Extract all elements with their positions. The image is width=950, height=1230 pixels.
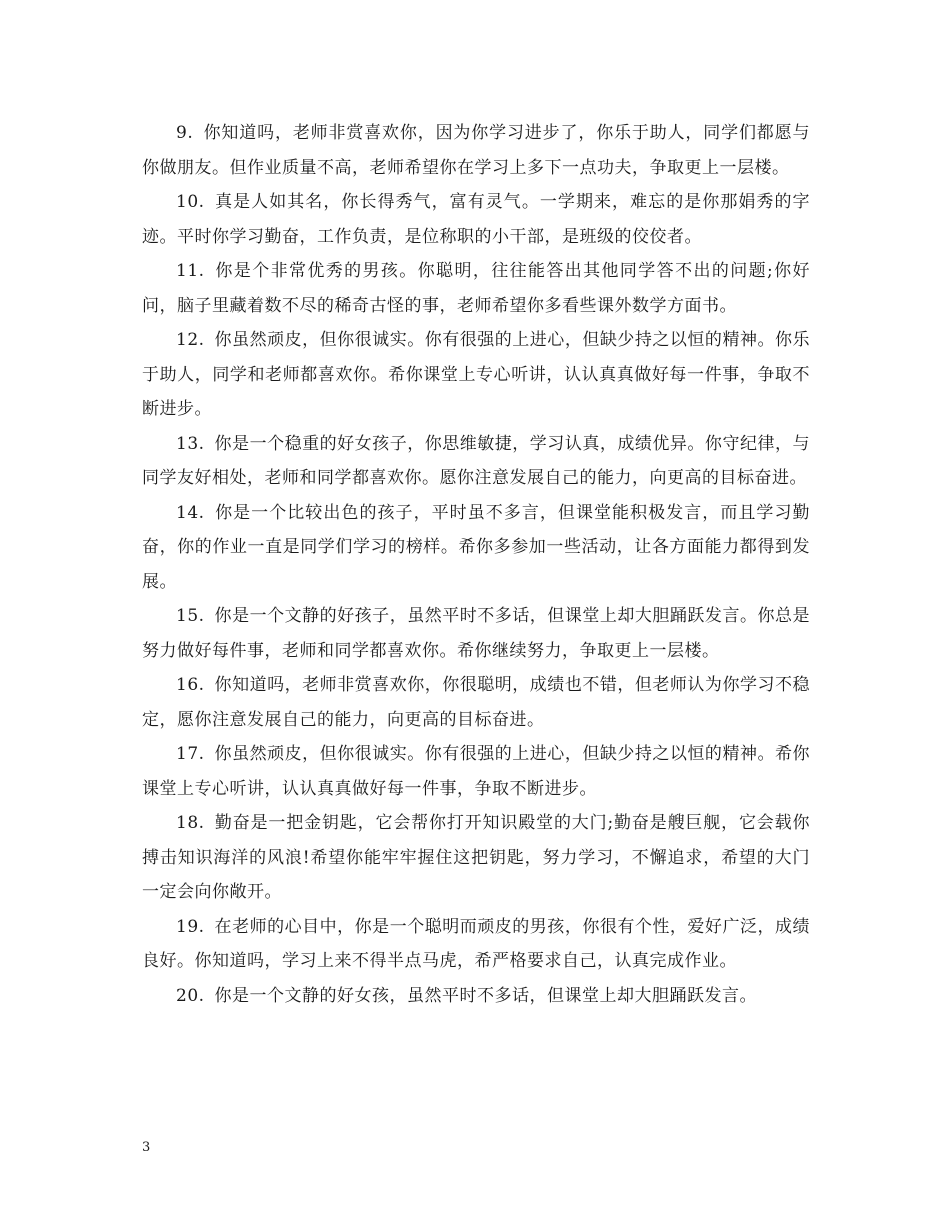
- paragraph-text: 勤奋是一把金钥匙，它会帮你打开知识殿堂的大门;勤奋是艘巨舰，它会载你搏击知识海洋的风浪!希望你能牢牢握住这把钥匙，努力学习，不懈追求，希望的大门一定会向你敞开。: [142, 813, 810, 902]
- paragraph-text: 真是人如其名，你长得秀气，富有灵气。一学期来，难忘的是你那娟秀的字迹。平时你学习勤奋，工作负责，是位称职的小干部，是班级的佼佼者。: [142, 192, 810, 247]
- paragraph-text: 你是个非常优秀的男孩。你聪明，往往能答出其他同学答不出的问题;你好问，脑子里藏着数不尽的稀奇古怪的事，老师希望你多看些课外数学方面书。: [142, 261, 810, 316]
- comment-paragraph: [142, 737, 810, 806]
- paragraph-number: 9.: [176, 123, 194, 143]
- document-body: [142, 116, 810, 1013]
- paragraph-number: 12.: [176, 330, 205, 350]
- paragraph-text: 你是一个比较出色的孩子，平时虽不多言，但课堂能积极发言，而且学习勤奋，你的作业一直是同学们学习的榜样。希你多参加一些活动，让各方面能力都得到发展。: [142, 502, 810, 592]
- paragraph-text: 在老师的心目中，你是一个聪明而顽皮的男孩，你很有个性，爱好广泛，成绩良好。你知道吗，学习上来不得半点马虎，希严格要求自己，认真完成作业。: [142, 916, 810, 971]
- paragraph-number: 16.: [176, 675, 205, 695]
- comment-paragraph: [142, 254, 810, 323]
- comment-paragraph: [142, 427, 810, 496]
- paragraph-text: 你知道吗，老师非赏喜欢你，你很聪明，成绩也不错，但老师认为你学习不稳定，愿你注意发展自己的能力，向更高的目标奋进。: [142, 675, 810, 730]
- paragraph-text: 你是一个文静的好孩子，虽然平时不多话，但课堂上却大胆踊跃发言。你总是努力做好每件事，老师和同学都喜欢你。希你继续努力，争取更上一层楼。: [142, 606, 810, 661]
- paragraph-text: 你虽然顽皮，但你很诚实。你有很强的上进心，但缺少持之以恒的精神。希你课堂上专心听讲，认认真真做好每一件事，争取不断进步。: [142, 744, 810, 799]
- comment-paragraph: [142, 185, 810, 254]
- comment-paragraph: [142, 496, 810, 600]
- paragraph-text: 你知道吗，老师非赏喜欢你，因为你学习进步了，你乐于助人，同学们都愿与你做朋友。但作业质量不高，老师希望你在学习上多下一点功夫，争取更上一层楼。: [142, 123, 810, 178]
- paragraph-number: 11.: [176, 261, 205, 281]
- paragraph-number: 10.: [176, 192, 205, 212]
- comment-paragraph: [142, 599, 810, 668]
- paragraph-number: 17.: [176, 744, 205, 764]
- paragraph-number: 15.: [176, 606, 205, 626]
- comment-paragraph: [142, 323, 810, 427]
- comment-paragraph: [142, 979, 810, 1014]
- comment-paragraph: [142, 116, 810, 185]
- paragraph-text: 你虽然顽皮，但你很诚实。你有很强的上进心，但缺少持之以恒的精神。你乐于助人，同学和老师都喜欢你。希你课堂上专心听讲，认认真真做好每一件事，争取不断进步。: [142, 330, 810, 419]
- comment-paragraph: [142, 668, 810, 737]
- paragraph-number: 20.: [176, 985, 205, 1006]
- paragraph-number: 13.: [176, 433, 205, 454]
- paragraph-text: 你是一个文静的好女孩，虽然平时不多话，但课堂上却大胆踊跃发言。: [214, 985, 758, 1006]
- paragraph-text: 你是一个稳重的好女孩子，你思维敏捷，学习认真，成绩优异。你守纪律，与同学友好相处，老师和同学都喜欢你。愿你注意发展自己的能力，向更高的目标奋进。: [142, 433, 810, 488]
- paragraph-number: 18.: [176, 813, 205, 833]
- comment-paragraph: [142, 910, 810, 979]
- paragraph-number: 14.: [176, 502, 205, 523]
- comment-paragraph: [142, 806, 810, 910]
- page-number: 3: [142, 1140, 151, 1155]
- paragraph-number: 19.: [176, 916, 205, 937]
